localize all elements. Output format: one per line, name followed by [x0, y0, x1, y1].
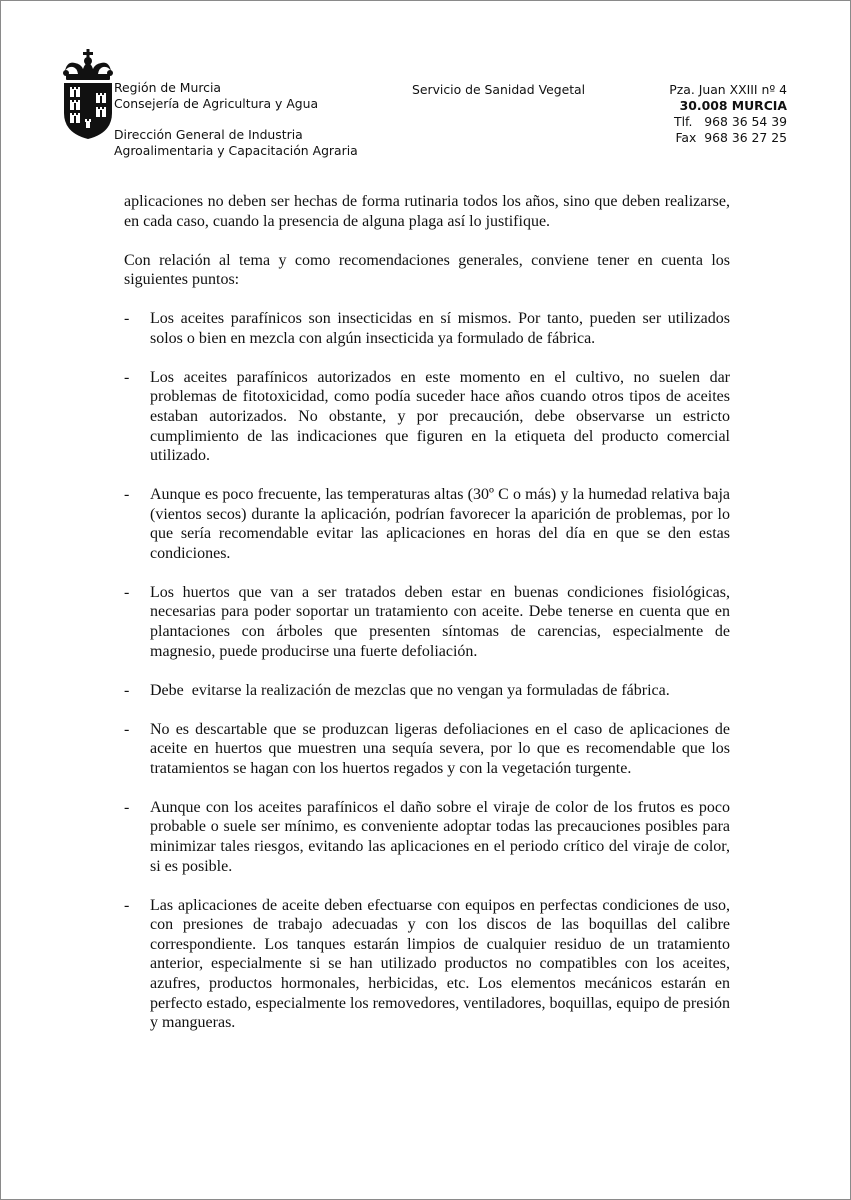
directorate-line-1: Dirección General de Industria [114, 127, 303, 142]
directorate-line-2: Agroalimentaria y Capacitación Agraria [114, 143, 358, 158]
bullet-dash: - [124, 310, 130, 328]
service-name [412, 82, 585, 98]
bullet-dash: - [124, 583, 130, 601]
document-body [124, 192, 730, 1052]
address-block [669, 82, 787, 146]
list-item [124, 485, 730, 563]
list-item-text: Aunque es poco frecuente, las temperaturas altas (30º C o más) y la humedad relativa baja (vientos secos) durante la aplicación, podrían favorecer la aparición de problemas, por lo que sería recomendable evitar las aplicaciones en horas del día en que se den estas condiciones. [150, 486, 730, 562]
list-item-text: No es descartable que se produzcan ligeras defoliaciones en el caso de aplicaciones de aceite en huertos que muestren una sequía severa, por lo que es recomendable que los tratamientos se hagan con los huertos regados y con la vegetación turgente. [150, 720, 730, 777]
lead-paragraph: Con relación al tema y como recomendaciones generales, conviene tener en cuenta los siguientes puntos: [124, 251, 730, 289]
bullet-dash: - [124, 720, 130, 738]
list-item [124, 309, 730, 348]
address-fax: Fax 968 36 27 25 [675, 130, 787, 145]
list-item-text: Los aceites parafínicos son insecticidas en sí mismos. Por tanto, pueden ser utilizados solos o bien en mezcla con algún insecticida ya formulado de fábrica. [150, 310, 730, 347]
list-item [124, 798, 730, 876]
list-item [124, 720, 730, 779]
list-item [124, 368, 730, 466]
bullet-dash: - [124, 798, 130, 816]
intro-paragraph: aplicaciones no deben ser hechas de forma rutinaria todos los años, sino que deben realizarse, en cada caso, cuando la presencia de alguna plaga así lo justifique. [124, 193, 730, 230]
recommendations-list [124, 309, 730, 1033]
list-item [124, 583, 730, 661]
list-item-text: Los huertos que van a ser tratados deben estar en buenas condiciones fisiológicas, necesarias para poder soportar un tratamiento con aceite. Debe tenerse en cuenta que en plantaciones con árboles que presenten síntomas de carencias, especialmente de magnesio, puede producirse una fuerte defoliación. [150, 583, 730, 660]
address-city: 30.008 MURCIA [679, 98, 787, 113]
bullet-dash: - [124, 896, 130, 914]
list-item-text: Los aceites parafínicos autorizados en este momento en el cultivo, no suelen dar problemas de fitotoxicidad, como podía suceder hace años cuando otros tipos de aceites estaban autorizados. No obstante, y por precaución, debe observarse un estricto cumplimiento de las indicaciones que figuren en la etiqueta del producto comercial utilizado. [150, 368, 730, 465]
bullet-dash: - [124, 681, 130, 699]
list-item-text: Aunque con los aceites parafínicos el daño sobre el viraje de color de los frutos es poco probable o suele ser mínimo, es conveniente adoptar todas las precauciones posibles para minimizar tales riesgos, evitando las aplicaciones en el periodo crítico del viraje de color, si es posible. [150, 798, 730, 875]
list-item [124, 896, 730, 1033]
list-item-text: Las aplicaciones de aceite deben efectuarse con equipos en perfectas condiciones de uso, con presiones de trabajo adecuadas y con los discos de las boquillas del calibre correspondiente. Los tanques estarán limpios de cualquier residuo de un tratamiento anterior, especialmente si se han utilizado productos no compatibles con los aceites, azufres, productos hormonales, herbicidas, etc. Los elementos mecánicos estarán en perfecto estado, especialmente los removedores, ventiladores, boquillas, equipo de presión y mangueras. [150, 896, 730, 1032]
org-region: Región de Murcia [114, 80, 221, 95]
list-item [124, 681, 730, 701]
service-label: Servicio de Sanidad Vegetal [412, 82, 586, 97]
directorate-block [114, 127, 358, 159]
address-street: Pza. Juan XXIII nº 4 [669, 82, 787, 97]
region-of-murcia-crest-logo [61, 47, 115, 141]
organization-block [114, 80, 318, 112]
bullet-dash: - [124, 486, 130, 504]
bullet-dash: - [124, 368, 130, 386]
org-ministry: Consejería de Agricultura y Agua [114, 96, 319, 111]
address-phone: Tlf. 968 36 54 39 [674, 114, 787, 129]
list-item-text: Debe evitarse la realización de mezclas que no vengan ya formuladas de fábrica. [150, 681, 670, 699]
